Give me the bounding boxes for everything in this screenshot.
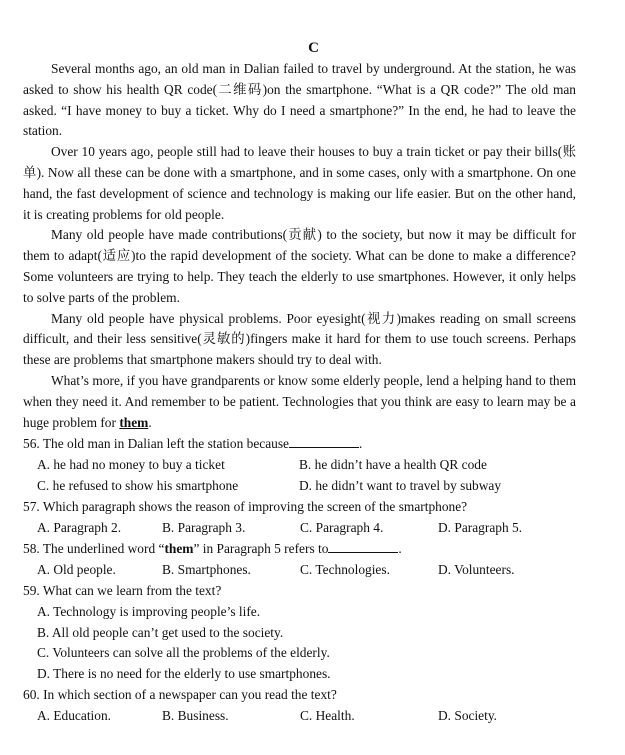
option-56-c: C. he refused to show his smartphone [37, 477, 239, 493]
option-59-a: A. Technology is improving people’s life. [37, 603, 261, 619]
option-60-a: A. Education. [37, 707, 112, 723]
paragraph-5-end: . [148, 414, 152, 430]
option-60-b: B. Business. [162, 707, 229, 723]
question-56-stem [23, 433, 576, 455]
question-59-options [23, 602, 576, 685]
question-58-options [23, 560, 576, 581]
paragraph-4: Many old people have physical problems. Poor eyesight(视力)makes reading on small screens difficult, and their less sensitive(灵敏的)fingers make it hard for them to use touch screens. Perhaps these are problems that smartphone makers should try to deal with. [23, 310, 576, 368]
question-56-text: 56. The old man in Dalian left the station because [23, 436, 290, 452]
question-57-options [23, 518, 576, 539]
option-58-d: D. Volunteers. [438, 562, 515, 578]
question-60-stem: 60. In which section of a newspaper can you read the text? [23, 686, 337, 702]
answer-blank-58 [328, 538, 398, 553]
option-57-c: C. Paragraph 4. [300, 519, 384, 535]
option-60-d: D. Society. [438, 707, 498, 723]
section-title: C [308, 40, 319, 56]
question-58-bold-word: them [164, 541, 194, 557]
option-57-b: B. Paragraph 3. [162, 519, 246, 535]
question-57-stem: 57. Which paragraph shows the reason of improving the screen of the smartphone? [23, 498, 468, 514]
paragraph-2: Over 10 years ago, people still had to leave their houses to buy a train ticket or pay their bills(账单). Now all these can be done with a smartphone, and in some cases, only with a smartphone. On one hand, the fast development of science and technology is making our life easier. But on the other hand, it is creating problems for old people. [23, 144, 576, 222]
question-58-text: 58. The underlined word “ [23, 541, 165, 557]
option-57-a: A. Paragraph 2. [37, 519, 122, 535]
paragraph-5-text: What’s more, if you have grandparents or know some elderly people, lend a helping hand to them when they need it. And remember to be patient. Technologies that you think are easy to learn may be a huge problem for [23, 372, 576, 430]
question-59-stem: 59. What can we learn from the text? [23, 582, 222, 598]
option-56-b: B. he didn’t have a health QR code [299, 457, 487, 473]
answer-blank-56 [289, 433, 359, 448]
underlined-word-them: them [119, 414, 149, 430]
option-58-c: C. Technologies. [300, 562, 390, 578]
option-59-b: B. All old people can’t get used to the society. [37, 624, 284, 640]
question-60-options [23, 706, 576, 727]
question-58-text-after: ” in Paragraph 5 refers to [193, 541, 329, 557]
question-56-options-row-1 [23, 455, 576, 476]
question-58-end: . [398, 541, 402, 557]
question-56-end: . [359, 436, 363, 452]
option-56-a: A. he had no money to buy a ticket [37, 457, 225, 473]
paragraph-3: Many old people have made contributions(贡献) to the society, but now it may be difficult for them to adapt(适应)to the rapid development of the society. What can be done to make a difference? Some volunteers are trying to help. They teach the elderly to use smartphones. However, it only helps to solve parts of the problem. [23, 227, 576, 305]
option-57-d: D. Paragraph 5. [438, 519, 523, 535]
question-58-stem [23, 538, 576, 560]
option-59-d: D. There is no need for the elderly to use smartphones. [37, 666, 331, 682]
paragraph-1: Several months ago, an old man in Dalian failed to travel by underground. At the station, he was asked to show his health QR code(二维码)on the smartphone. “What is a QR code?” The old man asked. “I have money to buy a ticket. Why do I need a smartphone?” In the end, he had to leave the station. [23, 61, 576, 139]
option-56-d: D. he didn’t want to travel by subway [299, 477, 502, 493]
option-58-b: B. Smartphones. [162, 562, 251, 578]
paragraph-5 [23, 371, 576, 433]
option-59-c: C. Volunteers can solve all the problems of the elderly. [37, 645, 330, 661]
option-60-c: C. Health. [300, 707, 355, 723]
question-56-options-row-2 [23, 476, 576, 497]
option-58-a: A. Old people. [37, 562, 116, 578]
